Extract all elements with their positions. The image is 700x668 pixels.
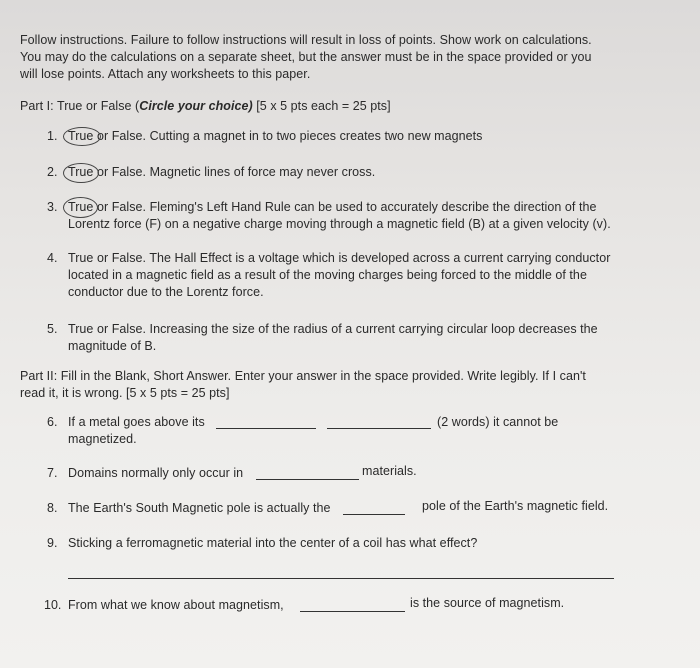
intro-line-1: Follow instructions. Failure to follow instructions will result in loss of points. Show work on calculations. xyxy=(20,33,592,47)
q5-line-2: magnitude of B. xyxy=(68,339,157,353)
q9-answer-line[interactable] xyxy=(68,578,614,579)
part1-heading-emphasis: Circle your choice) xyxy=(139,99,253,113)
q3-rest: or False. Fleming's Left Hand Rule can be used to accurately describe the direction of the xyxy=(93,200,597,214)
q3-line-2: Lorentz force (F) on a negative charge moving through a magnetic field (B) at a given velocity (v). xyxy=(68,217,611,231)
q4-line-2: located in a magnetic field as a result of the moving charges being forced to the middle of the xyxy=(68,268,587,282)
q1-true-choice[interactable]: True xyxy=(68,129,94,143)
q1-text xyxy=(68,128,482,145)
q8-post: pole of the Earth's magnetic field. xyxy=(422,499,609,513)
part2-heading-line-1: Part II: Fill in the Blank, Short Answer. Enter your answer in the space provided. Write legibly. If I can't xyxy=(20,369,586,383)
q2-number: 2. xyxy=(47,165,58,179)
part2-heading-line-2: read it, it is wrong. [5 x 5 pts = 25 pts] xyxy=(20,386,230,400)
q2-rest: or False. Magnetic lines of force may never cross. xyxy=(93,165,376,179)
q8-blank[interactable] xyxy=(343,514,405,515)
intro-line-2: You may do the calculations on a separate sheet, but the answer must be in the space provided or you xyxy=(20,50,592,64)
q6-blank-2[interactable] xyxy=(327,428,431,429)
q7-blank[interactable] xyxy=(256,479,359,480)
q1-rest: or False. Cutting a magnet in to two pieces creates two new magnets xyxy=(93,129,483,143)
q5-number: 5. xyxy=(47,322,58,336)
q8-pre: The Earth's South Magnetic pole is actually the xyxy=(68,501,331,515)
q1-number: 1. xyxy=(47,129,58,143)
q6-line-2: magnetized. xyxy=(68,432,137,446)
q10-number: 10. xyxy=(44,598,62,612)
q7-post: materials. xyxy=(362,464,417,478)
q3-true-choice[interactable]: True xyxy=(68,200,94,214)
q3-text xyxy=(68,199,597,216)
intro-line-3: will lose points. Attach any worksheets to this paper. xyxy=(20,67,311,81)
part1-heading-pre: Part I: True or False ( xyxy=(20,99,140,113)
q2-text xyxy=(68,164,375,181)
q2-true-choice[interactable]: True xyxy=(68,165,94,179)
q6-number: 6. xyxy=(47,415,58,429)
part1-heading xyxy=(20,98,391,115)
q6-pre: If a metal goes above its xyxy=(68,415,205,429)
q4-number: 4. xyxy=(47,251,58,265)
part1-heading-post: [5 x 5 pts each = 25 pts] xyxy=(252,99,391,113)
q7-pre: Domains normally only occur in xyxy=(68,466,244,480)
q9-text: Sticking a ferromagnetic material into the center of a coil has what effect? xyxy=(68,536,478,550)
q10-post: is the source of magnetism. xyxy=(410,596,565,610)
q9-number: 9. xyxy=(47,536,58,550)
q3-number: 3. xyxy=(47,200,58,214)
q10-blank[interactable] xyxy=(300,611,405,612)
q6-blank-1[interactable] xyxy=(216,428,316,429)
q4-line-1: True or False. The Hall Effect is a voltage which is developed across a current carrying conductor xyxy=(68,251,611,265)
q6-post: (2 words) it cannot be xyxy=(437,415,559,429)
q5-line-1: True or False. Increasing the size of the radius of a current carrying circular loop decreases the xyxy=(68,322,598,336)
q4-line-3: conductor due to the Lorentz force. xyxy=(68,285,264,299)
q7-number: 7. xyxy=(47,466,58,480)
q8-number: 8. xyxy=(47,501,58,515)
q10-pre: From what we know about magnetism, xyxy=(68,598,284,612)
